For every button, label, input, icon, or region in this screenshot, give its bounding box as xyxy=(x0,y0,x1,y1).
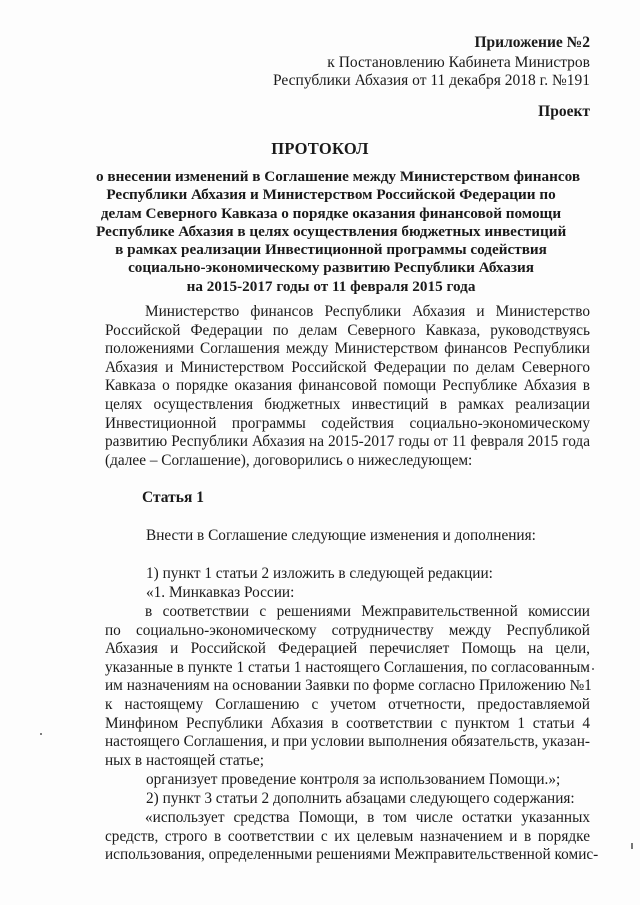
subtitle-line: социально-экономическому развитию Республики Абхазия xyxy=(128,259,534,277)
paragraph-line: Инвестиционной программы содействия социально-экономическому xyxy=(105,414,590,432)
subtitle-line: в рамках реализации Инвестиционной программы содействия xyxy=(115,241,547,259)
article-heading: Статья 1 xyxy=(142,489,204,506)
scan-mark xyxy=(631,843,633,849)
organize-line: организует проведение контроля за использованием Помощи.»; xyxy=(146,771,561,788)
intro-paragraph xyxy=(105,303,590,470)
paragraph-line: Минфином Республики Абхазия в соответствии с пунктом 1 статьи 4 xyxy=(105,714,590,732)
subtitle-line: о внесении изменений в Соглашение между Министерством финансов xyxy=(96,168,581,185)
appendix-reference-line-2: Республики Абхазия от 11 декабря 2018 г. №191 xyxy=(272,72,590,89)
item-2-text xyxy=(105,809,599,865)
paragraph-line: ных в настоящей статье; xyxy=(105,751,264,769)
paragraph-line: (далее – Соглашение), договорились о нижеследующем: xyxy=(105,451,473,469)
paragraph-line: Российской Федерации по делам Северного Кавказа, руководствуясь xyxy=(105,321,590,339)
paragraph-line: средств, строго в соответствии с их целевым назначением и в порядке xyxy=(105,827,590,845)
paragraph-line: положениями Соглашения между Министерством финансов Республики xyxy=(105,340,590,358)
appendix-reference-line-1: к Постановлению Кабинета Министров xyxy=(327,54,590,71)
subtitle-line: Республики Абхазия и Министерством Российской Федерации по xyxy=(106,186,556,204)
subtitle-line: делам Северного Кавказа о порядке оказания финансовой помощи xyxy=(100,204,562,222)
paragraph-line: указанные в пункте 1 статьи 1 настоящего Соглашения, по согласованным xyxy=(105,658,590,676)
paragraph-line: по социально-экономическому сотрудничеству между Республикой xyxy=(105,621,590,639)
appendix-label: Приложение №2 xyxy=(474,34,590,51)
paragraph-line: развитию Республики Абхазия на 2015-2017 годы от 11 февраля 2015 года xyxy=(105,433,590,451)
paragraph-line: Абхазия и Министерством Российской Федерации по делам Северного xyxy=(105,358,590,376)
item-2: 2) пункт 3 статьи 2 дополнить абзацами следующего содержания: xyxy=(146,790,575,807)
quote-1-start: «1. Минкавказ России: xyxy=(146,584,295,601)
paragraph-line: к настоящему Соглашению с учетом отчетности, предоставляемой xyxy=(105,695,590,713)
subtitle-line: Республике Абхазия в целях осуществления бюджетных инвестиций xyxy=(96,222,567,240)
item-1: 1) пункт 1 статьи 2 изложить в следующей редакции: xyxy=(146,565,493,582)
paragraph-line: им назначениям на основании Заявки по форме согласно Приложению №1 xyxy=(105,677,592,695)
document-subtitle xyxy=(96,168,581,296)
paragraph-line: Министерство финансов Республики Абхазия и Министерство xyxy=(145,303,590,320)
subtitle-line: на 2015-2017 годы от 11 февраля 2015 года xyxy=(186,277,476,295)
scan-speck xyxy=(592,668,594,670)
paragraph-line: целях осуществления бюджетных инвестиций в рамках реализации xyxy=(105,395,590,413)
paragraph-line: Абхазия и Российской Федерацией перечисляет Помощь на цели, xyxy=(105,640,590,658)
paragraph-line: в соответствии с решениями Межправительственной комиссии xyxy=(145,603,590,620)
paragraph-line: Кавказа о порядке оказания финансовой помощи Республике Абхазия в xyxy=(105,377,590,395)
document-title: ПРОТОКОЛ xyxy=(271,139,369,158)
paragraph-line: использования, определенными решениями Межправительственной комис- xyxy=(105,846,599,864)
paragraph-line: настоящего Соглашения, и при условии выполнения обязательств, указан- xyxy=(105,733,590,751)
scan-speck xyxy=(40,733,42,735)
paragraph-line: «использует средства Помощи, в том числе остатки указанных xyxy=(145,809,590,826)
article-intro: Внести в Соглашение следующие изменения и дополнения: xyxy=(146,527,536,544)
item-1-text xyxy=(105,603,590,770)
project-label: Проект xyxy=(538,103,590,120)
